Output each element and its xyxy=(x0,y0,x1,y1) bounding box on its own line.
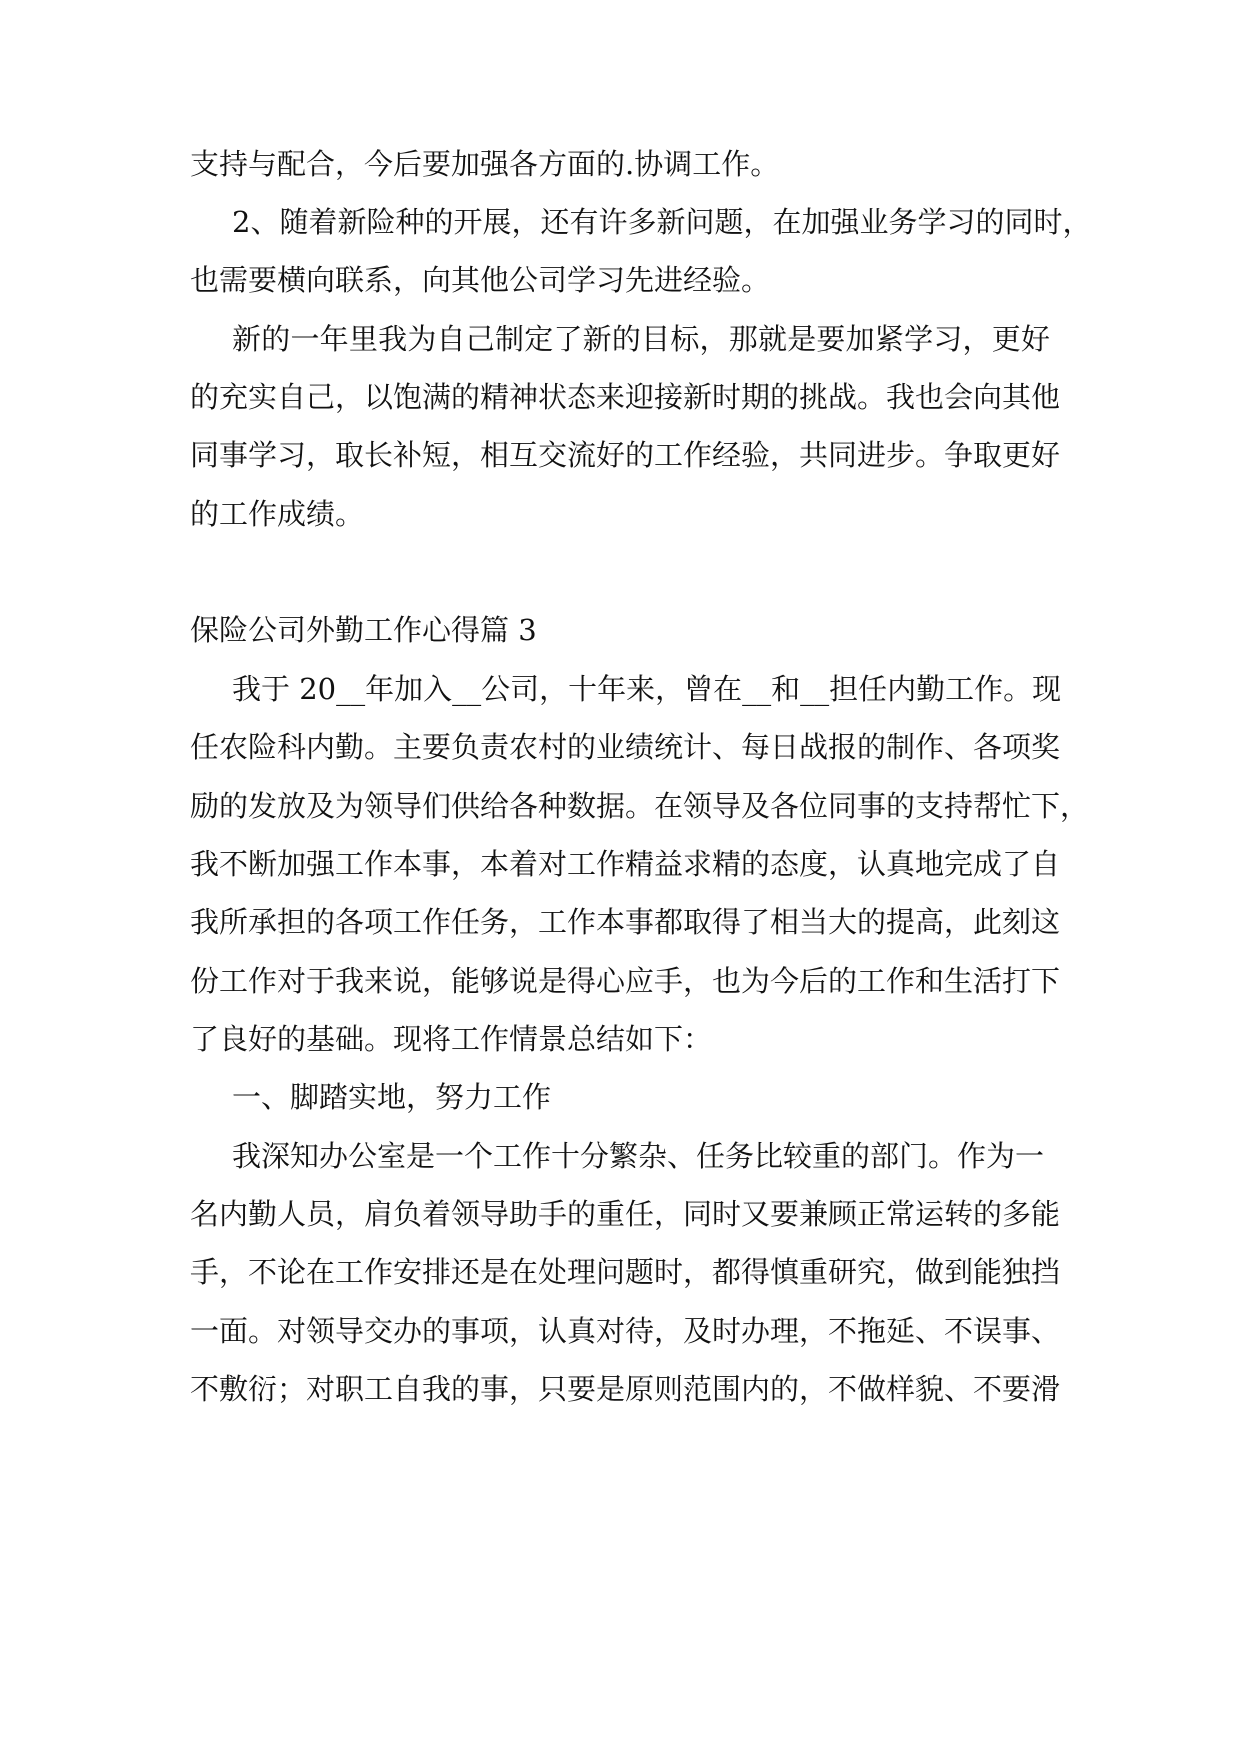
text-line: 手，不论在工作安排还是在处理问题时，都得慎重研究，做到能独挡 xyxy=(190,1255,1061,1289)
text-line: 新的一年里我为自己制定了新的目标，那就是要加紧学习，更好 xyxy=(232,322,1050,356)
text-line: 一面。对领导交办的事项，认真对待，及时办理，不拖延、不误事、 xyxy=(190,1314,1061,1348)
text-line: 同事学习，取长补短，相互交流好的工作经验，共同进步。争取更好 xyxy=(190,438,1061,472)
text-line: 不敷衍；对职工自我的事，只要是原则范围内的，不做样貌、不要滑 xyxy=(190,1372,1061,1406)
text-line: 我于 20__年加入__公司，十年来，曾在__和__担任内勤工作。现 xyxy=(232,672,1062,706)
text-line: 支持与配合，今后要加强各方面的.协调工作。 xyxy=(190,147,780,181)
text-line: 了良好的基础。现将工作情景总结如下： xyxy=(190,1022,713,1056)
text-line: 任农险科内勤。主要负责农村的业绩统计、每日战报的制作、各项奖 xyxy=(190,730,1061,764)
text-line: 2、随着新险种的开展，还有许多新问题，在加强业务学习的同时， xyxy=(232,205,1092,239)
subsection-heading: 一、脚踏实地，努力工作 xyxy=(232,1080,552,1114)
text-line: 的工作成绩。 xyxy=(190,497,365,531)
text-line: 名内勤人员，肩负着领导助手的重任，同时又要兼顾正常运转的多能 xyxy=(190,1197,1061,1231)
text-line: 的充实自己，以饱满的精神状态来迎接新时期的挑战。我也会向其他 xyxy=(190,380,1061,414)
text-line: 份工作对于我来说，能够说是得心应手，也为今后的工作和生活打下 xyxy=(190,964,1061,998)
text-line: 我所承担的各项工作任务，工作本事都取得了相当大的提高，此刻这 xyxy=(190,905,1061,939)
text-line: 我深知办公室是一个工作十分繁杂、任务比较重的部门。作为一 xyxy=(232,1139,1045,1173)
text-line: 励的发放及为领导们供给各种数据。在领导及各位同事的支持帮忙下， xyxy=(190,789,1090,823)
text-line: 也需要横向联系，向其他公司学习先进经验。 xyxy=(190,263,771,297)
text-line: 我不断加强工作本事，本着对工作精益求精的态度，认真地完成了自 xyxy=(190,847,1061,881)
section-heading: 保险公司外勤工作心得篇 3 xyxy=(190,613,537,647)
